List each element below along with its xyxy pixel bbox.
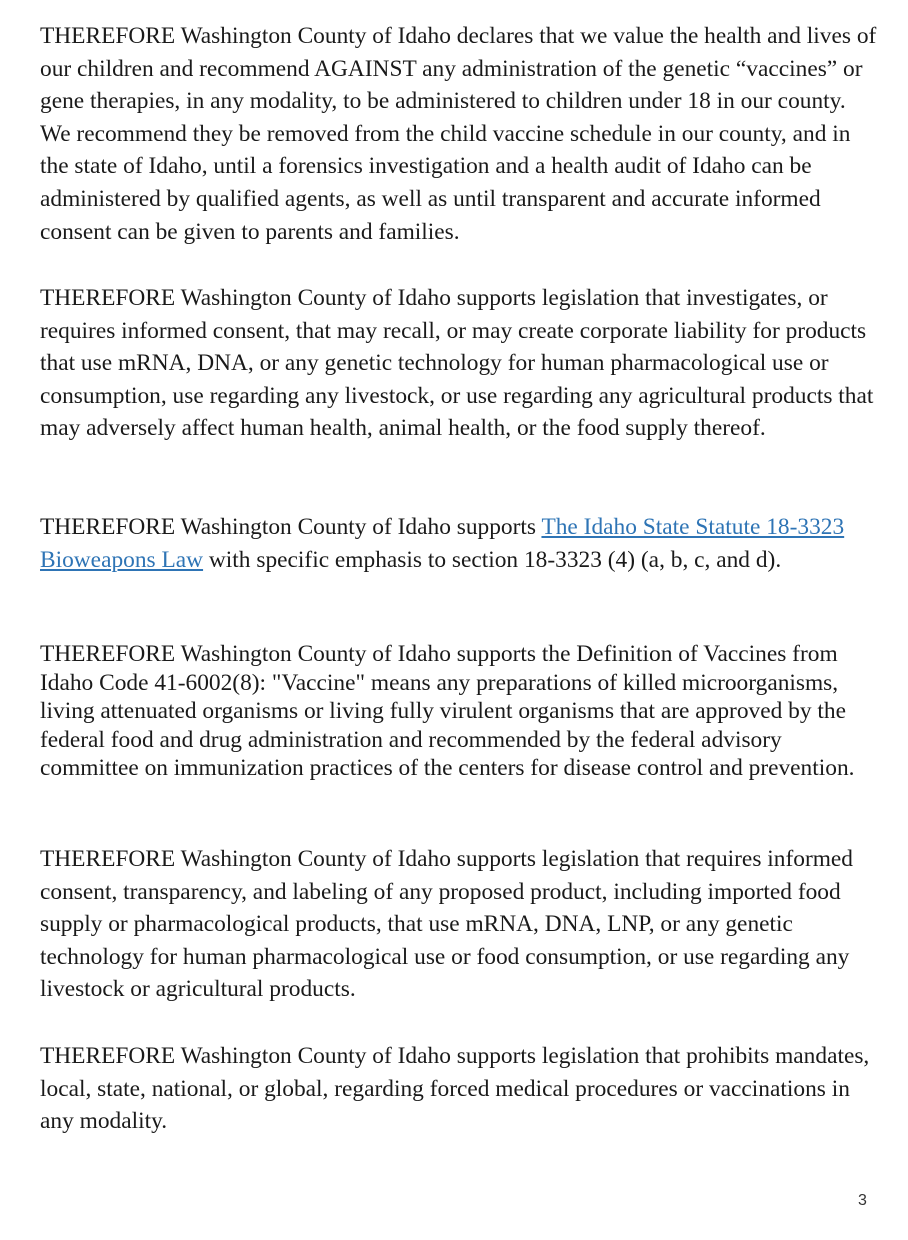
paragraph-vaccine-definition: THEREFORE Washington County of Idaho supports the Definition of Vaccines from Idaho Code 41-6002(8): "Vaccine" means any preparations of killed microorganisms, living attenuated organisms or living fully virulent organisms that are approved by the federal food and drug administration and recommended by the federal advisory committee on immunization practices of the centers for disease control and prevention. — [40, 641, 855, 782]
paragraph-genetic-technology-legislation: THEREFORE Washington County of Idaho supports legislation that investigates, or requires informed consent, that may recall, or may create corporate liability for products that use mRNA, DNA, or any genetic technology for human pharmacological use or consumption, use regarding any livestock, or use regarding any agricultural products that may adversely affect human health, animal health, or the food supply thereof. — [40, 285, 874, 442]
paragraph-mandates-prohibition: THEREFORE Washington County of Idaho supports legislation that prohibits mandates, local, state, national, or global, regarding forced medical procedures or vaccinations in any modality. — [40, 1043, 870, 1135]
bioweapons-paragraph-ending: with specific emphasis to section 18-3323 (4) (a, b, c, and d). — [203, 546, 782, 573]
paragraph-vaccine-recommendation: THEREFORE Washington County of Idaho declares that we value the health and lives of our children and recommend AGAINST any administration of the genetic “vaccines” or gene therapies, in any modality, to be administered to children under 18 in our county. We recommend they be removed from the child vaccine schedule in our county, and in the state of Idaho, until a forensics investigation and a health audit of Idaho can be administered by qualified agents, as well as until transparent and accurate informed consent can be given to parents and families. — [40, 23, 877, 245]
paragraph-labeling-legislation: THEREFORE Washington County of Idaho supports legislation that requires informed consent, transparency, and labeling of any proposed product, including imported food supply or pharmacological products, that use mRNA, DNA, LNP, or any genetic technology for human pharmacological use or food consumption, or use regarding any livestock or agricultural products. — [40, 846, 854, 1003]
page-number: 3 — [858, 1192, 867, 1209]
bioweapons-paragraph-intro: THEREFORE Washington County of Idaho supports — [40, 514, 542, 540]
bioweapons-law-link[interactable]: The Idaho State Statute 18-3323 Bioweapons Law — [40, 514, 845, 573]
paragraph-bioweapons-law — [40, 511, 880, 576]
